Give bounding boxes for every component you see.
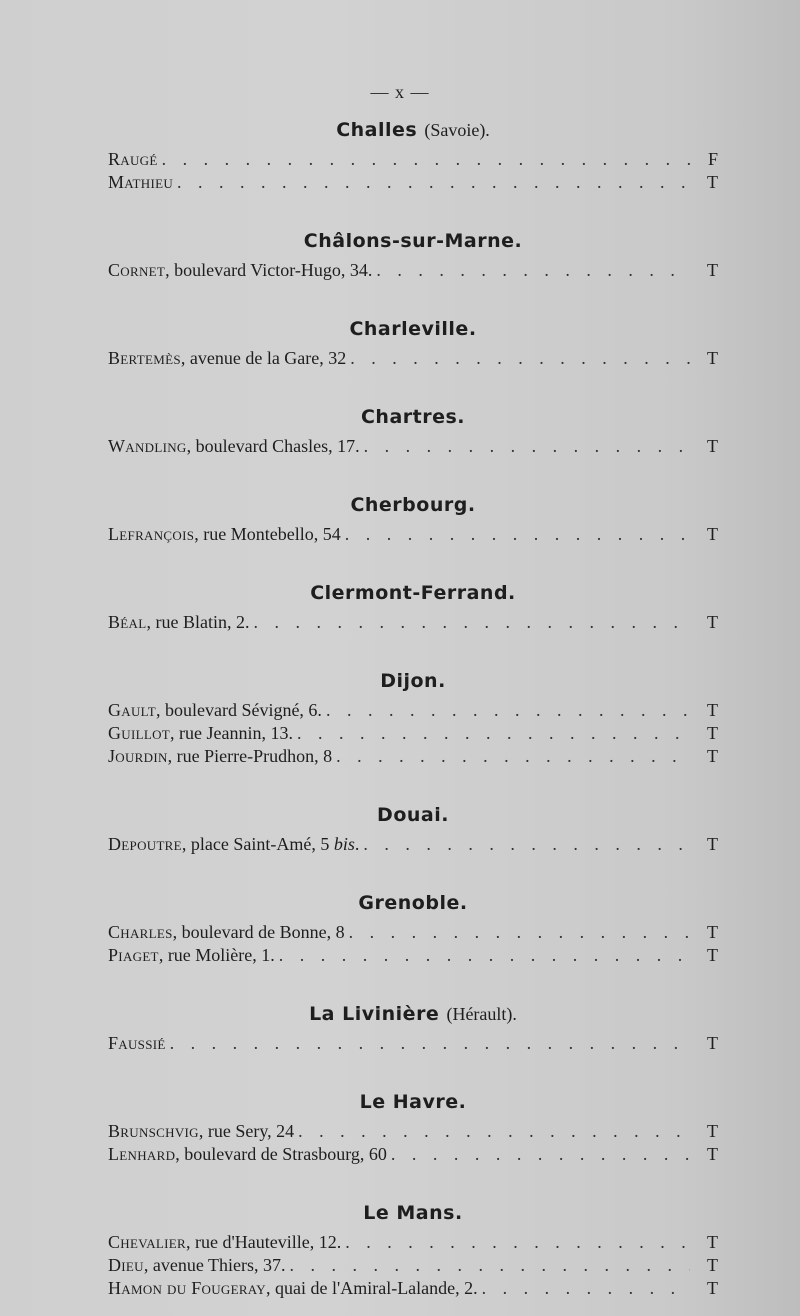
entry-name: Lefrançois [108, 524, 195, 544]
city-section [108, 399, 718, 458]
entry-address: , boulevard Chasles, 17. [186, 436, 360, 456]
directory-entry [108, 921, 718, 944]
dot-leader [253, 611, 690, 634]
directory-entry [108, 171, 718, 194]
directory-entry [108, 745, 718, 768]
city-heading [108, 311, 718, 347]
entry-code: T [707, 746, 718, 766]
section-spacer [108, 370, 718, 399]
city-heading [108, 797, 718, 833]
directory-entry [108, 1032, 718, 1055]
dot-leader [363, 833, 690, 856]
city-section [108, 996, 718, 1055]
section-spacer [108, 1055, 718, 1084]
directory-entry [108, 944, 718, 967]
entry-name: Lenhard [108, 1144, 176, 1164]
directory-entry [108, 1120, 718, 1143]
section-spacer [108, 634, 718, 663]
dot-leader [364, 435, 690, 458]
dot-leader [279, 944, 690, 967]
entry-code: T [707, 1278, 718, 1298]
directory-entry [108, 722, 718, 745]
entry-code: T [707, 1232, 718, 1252]
dot-leader [298, 1120, 690, 1143]
section-spacer [108, 856, 718, 885]
entry-code: T [707, 834, 718, 854]
entry-code: T [707, 260, 718, 280]
city-heading [108, 112, 718, 148]
directory-entry [108, 1254, 718, 1277]
city-section [108, 575, 718, 634]
city-name: Cherbourg. [350, 494, 476, 516]
entry-address: , boulevard de Strasbourg, 60 [175, 1144, 387, 1164]
city-name: Le Mans. [363, 1202, 463, 1224]
entry-address: , rue d'Hauteville, 12. [186, 1232, 342, 1252]
city-heading [108, 399, 718, 435]
dot-leader [297, 722, 690, 745]
entry-name: Mathieu [108, 172, 174, 192]
city-section [108, 1195, 718, 1300]
entry-name: Chevalier [108, 1232, 187, 1252]
entry-address: , rue Sery, 24 [198, 1121, 295, 1141]
entry-name: Charles [108, 922, 173, 942]
dot-leader [170, 1032, 690, 1055]
entry-address: , rue Molière, 1. [158, 945, 275, 965]
dot-leader [162, 148, 690, 171]
city-name: Charleville. [349, 318, 477, 340]
entry-name: Guillot [108, 723, 171, 743]
entry-code: T [707, 723, 718, 743]
city-name: Dijon. [380, 670, 446, 692]
section-spacer [108, 458, 718, 487]
city-section [108, 311, 718, 370]
city-section [108, 663, 718, 768]
entry-code: T [707, 612, 718, 632]
city-section [108, 885, 718, 967]
city-region: (Savoie). [424, 120, 490, 140]
entry-code: T [707, 348, 718, 368]
entry-code: T [707, 1255, 718, 1275]
dot-leader [336, 745, 690, 768]
entry-code: T [707, 436, 718, 456]
city-name: La Livinière [309, 1003, 440, 1025]
dot-leader [482, 1277, 690, 1300]
city-name: Le Havre. [359, 1091, 467, 1113]
section-spacer [108, 967, 718, 996]
page-number: — x — [370, 82, 430, 102]
city-heading [108, 223, 718, 259]
directory-list [108, 112, 718, 1300]
entry-code: F [707, 149, 718, 169]
city-name: Challes [336, 119, 418, 141]
directory-entry [108, 1143, 718, 1166]
city-section [108, 223, 718, 282]
directory-entry [108, 611, 718, 634]
city-section [108, 487, 718, 546]
city-name: Grenoble. [358, 892, 468, 914]
directory-entry [108, 347, 718, 370]
entry-address: , rue Blatin, 2. [146, 612, 250, 632]
dot-leader [349, 921, 690, 944]
city-heading [108, 1195, 718, 1231]
entry-address: , avenue de la Gare, 32 [180, 348, 347, 368]
entry-name: Wandling [108, 436, 187, 456]
entry-address: , boulevard de Bonne, 8 [172, 922, 345, 942]
dot-leader [391, 1143, 690, 1166]
city-section [108, 797, 718, 856]
entry-address: , avenue Thiers, 37. [143, 1255, 286, 1275]
entry-address: , rue Montebello, 54 [194, 524, 341, 544]
section-spacer [108, 1166, 718, 1195]
entry-code: T [707, 524, 718, 544]
city-name: Châlons-sur-Marne. [303, 230, 523, 252]
entry-address: , boulevard Victor-Hugo, 34. [165, 260, 373, 280]
city-section [108, 1084, 718, 1166]
directory-entry [108, 833, 718, 856]
directory-entry [108, 259, 718, 282]
dot-leader [350, 347, 690, 370]
entry-name: Depoutre [108, 834, 182, 854]
section-spacer [108, 282, 718, 311]
directory-entry [108, 1231, 718, 1254]
directory-entry [108, 148, 718, 171]
dot-leader [345, 1231, 690, 1254]
entry-name: Béal [108, 612, 147, 632]
entry-name: Gault [108, 700, 156, 720]
entry-name: Faussié [108, 1033, 166, 1053]
city-heading [108, 1084, 718, 1120]
entry-name: Jourdin [108, 746, 168, 766]
city-heading [108, 996, 718, 1032]
dot-leader [290, 1254, 691, 1277]
entry-code: T [707, 1033, 718, 1053]
directory-entry [108, 1277, 718, 1300]
dot-leader [376, 259, 690, 282]
entry-code: T [707, 922, 718, 942]
entry-name: Cornet [108, 260, 166, 280]
directory-entry [108, 699, 718, 722]
entry-name: Brunschvig [108, 1121, 199, 1141]
dot-leader [177, 171, 690, 194]
dot-leader [326, 699, 690, 722]
entry-code: T [707, 1144, 718, 1164]
entry-name: Bertemès [108, 348, 181, 368]
entry-name: Raugé [108, 149, 158, 169]
entry-address: , rue Pierre-Prudhon, 8 [167, 746, 333, 766]
city-heading [108, 487, 718, 523]
entry-address: , place Saint-Amé, 5 bis. [181, 834, 360, 854]
entry-code: T [707, 1121, 718, 1141]
section-spacer [108, 546, 718, 575]
city-heading [108, 575, 718, 611]
entry-name: Piaget [108, 945, 159, 965]
entry-name: Hamon du Fougeray [108, 1278, 266, 1298]
entry-address: , rue Jeannin, 13. [170, 723, 293, 743]
dot-leader [345, 523, 690, 546]
entry-code: T [707, 945, 718, 965]
section-spacer [108, 768, 718, 797]
city-name: Clermont-Ferrand. [310, 582, 516, 604]
entry-code: T [707, 172, 718, 192]
city-name: Chartres. [360, 406, 466, 428]
entry-address: , boulevard Sévigné, 6. [155, 700, 322, 720]
city-region: (Hérault). [446, 1004, 517, 1024]
directory-entry [108, 435, 718, 458]
directory-entry [108, 523, 718, 546]
entry-name: Dieu [108, 1255, 144, 1275]
city-name: Douai. [377, 804, 449, 826]
entry-code: T [707, 700, 718, 720]
city-heading [108, 885, 718, 921]
city-section [108, 112, 718, 194]
city-heading [108, 663, 718, 699]
section-spacer [108, 194, 718, 223]
entry-address: , quai de l'Amiral-Lalande, 2. [265, 1278, 478, 1298]
